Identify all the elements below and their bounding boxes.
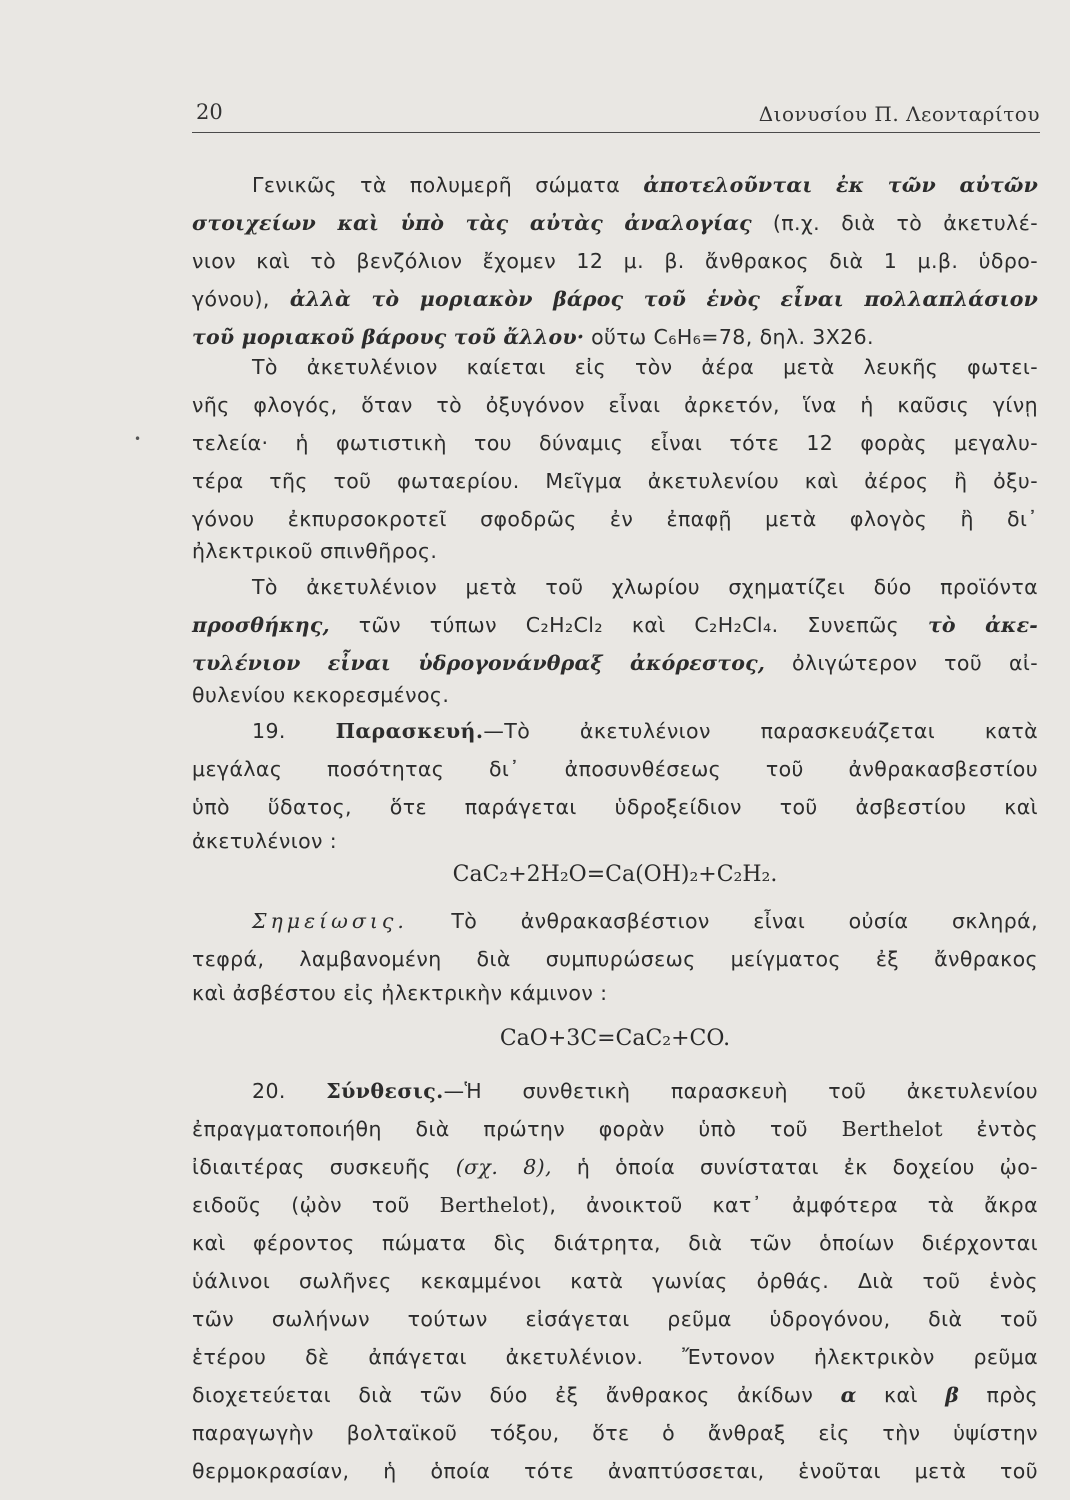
section-title: Παρασκευή. — [335, 719, 484, 743]
text-line: ειδοῦς (ᾠὸν τοῦ Berthelot), ἀνοικτοῦ κατ᾽ ἀμφότερα τὰ ἄκρα — [192, 1193, 1038, 1217]
note-label: Σημείωσις. — [252, 909, 408, 933]
text-line: τῶν σωλήνων τούτων εἰσάγεται ρεῦμα ὑδρογόνου, διὰ τοῦ — [192, 1307, 1038, 1331]
chemical-equation: CaO+3C=CaC₂+CO. — [499, 1026, 731, 1051]
page-header — [192, 96, 1040, 133]
text-line: γόνου ἐκπυρσοκροτεῖ σφοδρῶς ἐν ἐπαφῇ μετὰ φλογὸς ἢ δι᾽ — [192, 507, 1038, 531]
text-line: ὑάλινοι σωλῆνες κεκαμμένοι κατὰ γωνίας ὀρθάς. Διὰ τοῦ ἑνὸς — [192, 1269, 1038, 1293]
text-line: παραγωγὴν βολταϊκοῦ τόξου, ὅτε ὁ ἄνθραξ εἰς τὴν ὑψίστην — [192, 1421, 1038, 1445]
text-line: ἠλεκτρικοῦ σπινθῆρος. — [192, 539, 438, 563]
running-title: Διονυσίου Π. Λεονταρίτου — [758, 102, 1040, 126]
section-title: Σύνθεσις. — [326, 1079, 444, 1103]
section-heading-line: 20. Σύνθεσις.—Ἡ συνθετικὴ παρασκευὴ τοῦ ἀκετυλενίου — [252, 1079, 1038, 1103]
note-line: Σημείωσις. Τὸ ἀνθρακασβέστιον εἶναι οὐσία σκληρά, — [252, 909, 1038, 933]
text-line: τέρα τῆς τοῦ φωταερίου. Μεῖγμα ἀκετυλενίου καὶ ἀέρος ἢ ὀξυ- — [192, 469, 1038, 493]
text-line: τελεία· ἡ φωτιστικὴ του δύναμις εἶναι τότε 12 φορὰς μεγαλυ- — [192, 431, 1038, 455]
chemical-equation: CaC₂+2H₂O=Ca(OH)₂+C₂H₂. — [452, 862, 778, 887]
text-line: προσθήκης, τῶν τύπων C₂H₂Cl₂ καὶ C₂H₂Cl₄. Συνεπῶς τὸ ἀκε- — [192, 613, 1038, 637]
text-line: ἑτέρου δὲ ἀπάγεται ἀκετυλένιον. Ἔντονον ἠλεκτρικὸν ρεῦμα — [192, 1345, 1038, 1369]
text-line: νῆς φλογός, ὅταν τὸ ὀξυγόνον εἶναι ἀρκετόν, ἵνα ἡ καῦσις γίνῃ — [192, 393, 1038, 417]
page-number: 20 — [196, 100, 223, 124]
text-line: ὑπὸ ὕδατος, ὅτε παράγεται ὑδροξείδιον τοῦ ἀσβεστίου καὶ — [192, 795, 1038, 819]
text-line: ἰδιαιτέρας συσκευῆς (σχ. 8), ἡ ὁποία συνίσταται ἐκ δοχείου ᾠο- — [192, 1155, 1038, 1179]
text-line: θερμοκρασίαν, ἡ ὁποία τότε ἀναπτύσσεται, ἑνοῦται μετὰ τοῦ — [192, 1459, 1038, 1483]
text-line: διοχετεύεται διὰ τῶν δύο ἐξ ἄνθρακος ἀκίδων α καὶ β πρὸς — [192, 1383, 1038, 1407]
section-heading-line: 19. Παρασκευή.—Τὸ ἀκετυλένιον παρασκευάζεται κατὰ — [252, 719, 1038, 743]
text-line: τυλένιον εἶναι ὑδρογονάνθραξ ἀκόρεστος, ὀλιγώτερον τοῦ αἰ- — [192, 651, 1038, 675]
text-line: ἐπραγματοποιήθη διὰ πρώτην φορὰν ὑπὸ τοῦ Berthelot ἐντὸς — [192, 1117, 1039, 1141]
text-line: τεφρά, λαμβανομένη διὰ συμπυρώσεως μείγματος ἐξ ἄνθρακος — [192, 947, 1038, 971]
text-line: τοῦ μοριακοῦ βάρους τοῦ ἄλλου· οὕτω C₆H₆=78, δηλ. 3X26. — [192, 325, 874, 349]
text-line: γόνου), ἀλλὰ τὸ μοριακὸν βάρος τοῦ ἑνὸς εἶναι πολλαπλάσιον — [192, 287, 1039, 311]
text-line: καὶ φέροντος πώματα δὶς διάτρητα, διὰ τῶν ὁποίων διέρχονται — [192, 1231, 1038, 1255]
text-line: μεγάλας ποσότητας δι᾽ ἀποσυνθέσεως τοῦ ἀνθρακασβεστίου — [192, 757, 1038, 781]
text-line: νιον καὶ τὸ βενζόλιον ἔχομεν 12 μ. β. ἄνθρακος διὰ 1 μ.β. ὑδρο- — [192, 249, 1038, 273]
text-line: Τὸ ἀκετυλένιον μετὰ τοῦ χλωρίου σχηματίζει δύο προϊόντα — [252, 575, 1038, 599]
text-line: θυλενίου κεκορεσμένος. — [192, 683, 450, 707]
text-line: Γενικῶς τὰ πολυμερῆ σώματα ἀποτελοῦνται ἐκ τῶν αὐτῶν — [252, 173, 1038, 197]
text-line: καὶ ἀσβέστου εἰς ἠλεκτρικὴν κάμινον : — [192, 981, 608, 1005]
text-line: ἀκετυλένιον : — [192, 829, 338, 853]
margin-mark: • — [134, 432, 142, 446]
text-line: στοιχείων καὶ ὑπὸ τὰς αὐτὰς ἀναλογίας (π.χ. διὰ τὸ ἀκετυλέ- — [192, 211, 1038, 235]
text-line: Τὸ ἀκετυλένιον καίεται εἰς τὸν ἀέρα μετὰ λευκῆς φωτει- — [252, 355, 1038, 379]
